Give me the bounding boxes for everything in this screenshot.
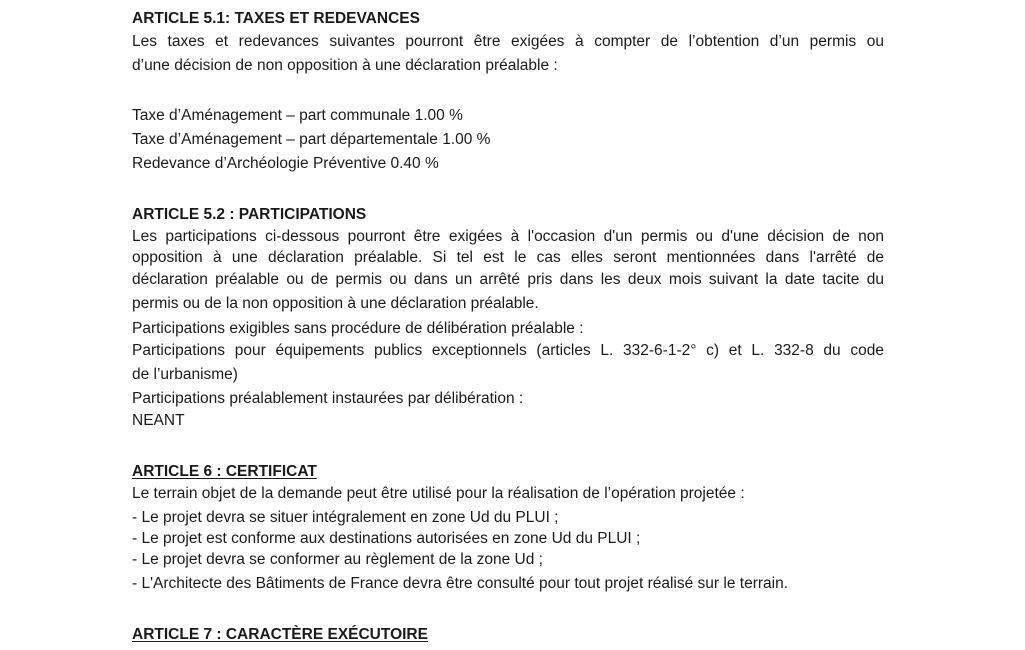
tax-item-departementale: Taxe d’Aménagement – part départementale 1.00 % <box>132 131 491 148</box>
equipements-line-2: de l’urbanisme) <box>132 366 238 383</box>
article-6-item-2: - Le projet est conforme aux destinations autorisées en zone Ud du PLUI ; <box>132 530 641 547</box>
article-5-1-intro-line-1: Les taxes et redevances suivantes pourront être exigées à compter de l’obtention d’un permis ou <box>132 33 884 50</box>
article-6-heading: ARTICLE 6 : CERTIFICAT <box>132 463 317 480</box>
article-5-2-paragraph-line-2: opposition à une déclaration préalable. Si tel est le cas elles seront mentionnées dans l'arrêté de <box>132 249 884 266</box>
equipements-line-1: Participations pour équipements publics exceptionnels (articles L. 332-6-1-2° c) et L. 332-8 du code <box>132 342 884 359</box>
tax-item-archeologie: Redevance d’Archéologie Préventive 0.40 % <box>132 155 439 172</box>
article-5-2-paragraph-line-3: déclaration préalable ou de permis ou dans un arrêté pris dans les deux mois suivant la date tacite du <box>132 271 884 288</box>
article-5-2-paragraph-line-1: Les participations ci-dessous pourront être exigées à l'occasion d'un permis ou d'une décision de non <box>132 228 884 245</box>
article-7-heading: ARTICLE 7 : CARACTÈRE EXÉCUTOIRE <box>132 626 428 643</box>
article-5-2-paragraph-line-4: permis ou de la non opposition à une déclaration préalable. <box>132 295 539 312</box>
article-5-1-intro-line-2: d’une décision de non opposition à une déclaration préalable : <box>132 57 558 74</box>
article-6-intro: Le terrain objet de la demande peut être utilisé pour la réalisation de l’opération projetée : <box>132 485 745 502</box>
article-6-item-1: - Le projet devra se situer intégralement en zone Ud du PLUI ; <box>132 509 559 526</box>
instaurees-label: Participations préalablement instaurées par délibération : <box>132 390 524 407</box>
neant-value: NEANT <box>132 412 185 429</box>
article-5-2-heading: ARTICLE 5.2 : PARTICIPATIONS <box>132 206 367 223</box>
sans-deliberation-label: Participations exigibles sans procédure de délibération préalable : <box>132 320 584 337</box>
article-5-1-heading: ARTICLE 5.1: TAXES ET REDEVANCES <box>132 10 420 27</box>
article-6-item-3: - Le projet devra se conformer au règlement de la zone Ud ; <box>132 551 543 568</box>
article-6-item-4: - L'Architecte des Bâtiments de France devra être consulté pour tout projet réalisé sur le terrain. <box>132 575 789 592</box>
tax-item-communale: Taxe d’Aménagement – part communale 1.00 % <box>132 107 463 124</box>
